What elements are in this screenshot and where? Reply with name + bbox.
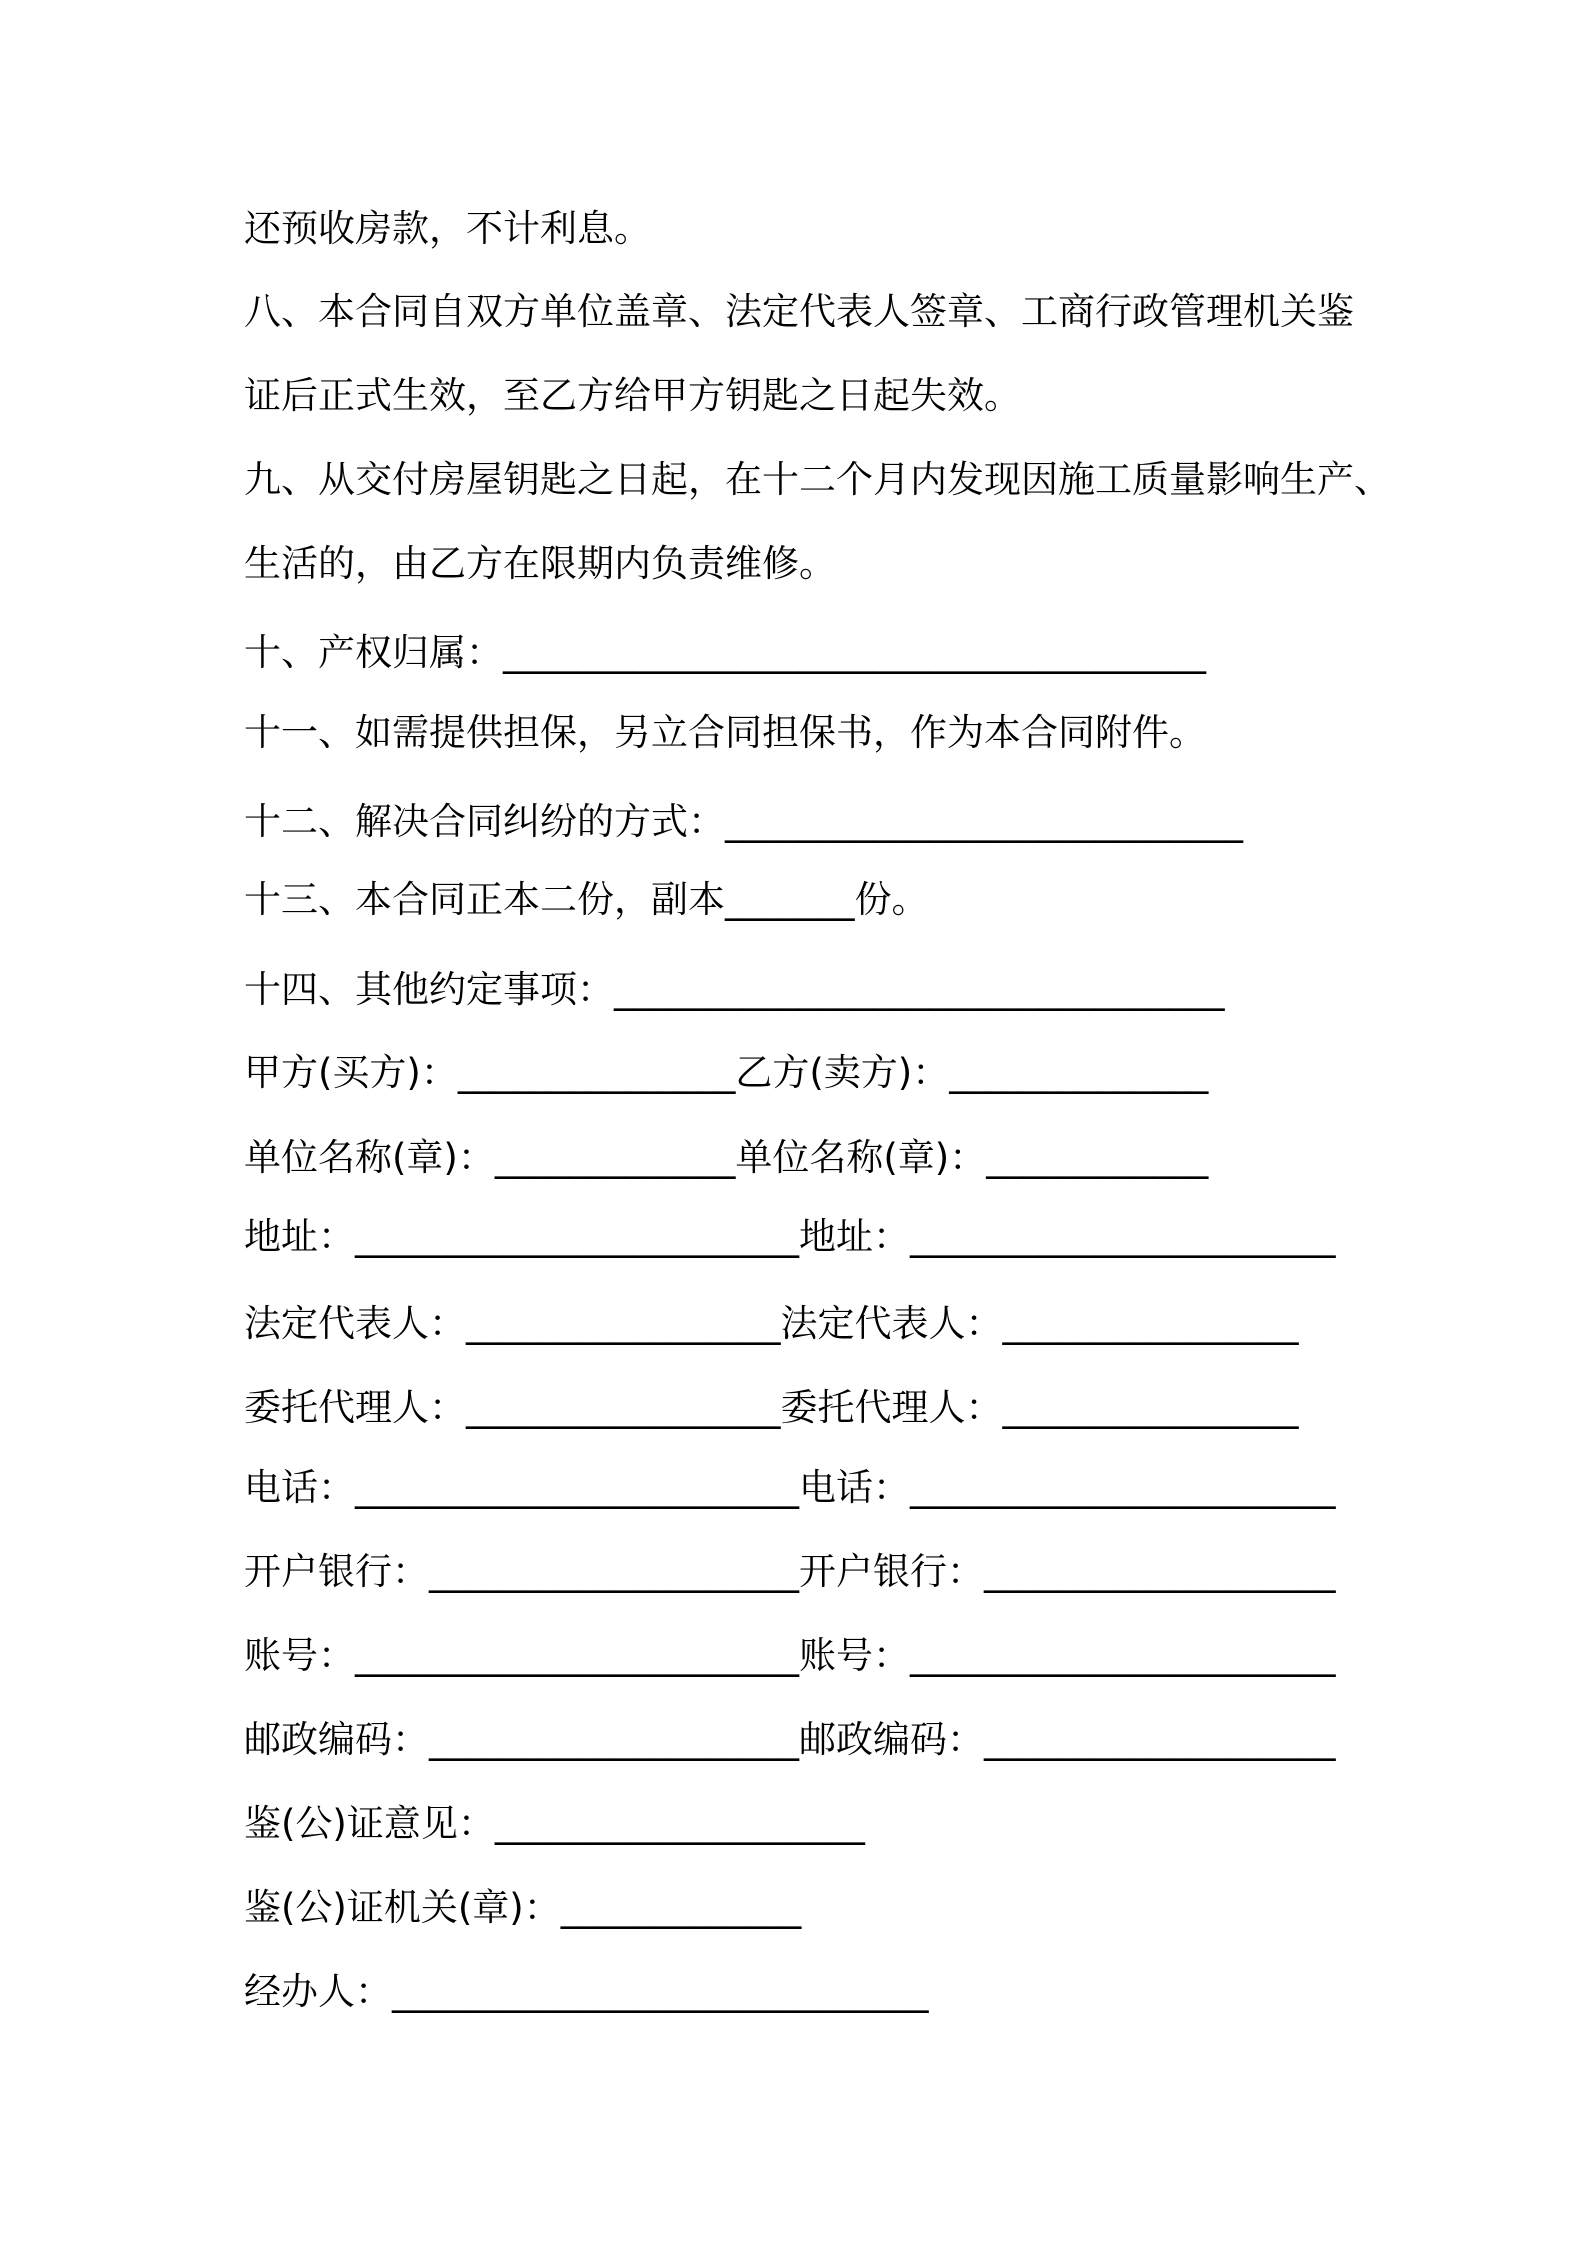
- clause-9-line-2: 生活的，由乙方在限期内负责维修。: [244, 542, 836, 585]
- clause-11-guarantee: 十一、如需提供担保，另立合同担保书，作为本合同附件。: [244, 711, 1206, 754]
- clause-8-line-2: 证后正式生效，至乙方给甲方钥匙之日起失效。: [244, 374, 1021, 417]
- clause-13-copies: 十三、本合同正本二份，副本_______份。: [244, 878, 929, 921]
- clause-7-continuation: 还预收房款，不计利息。: [244, 207, 651, 250]
- clause-12-dispute: 十二、解决合同纠纷的方式：____________________________: [244, 800, 1243, 843]
- party-row-account: 账号：________________________账号：_______________________: [244, 1634, 1336, 1677]
- party-row-bank: 开户银行：____________________开户银行：___________________: [244, 1550, 1336, 1593]
- party-row-unit: 单位名称(章)：_____________单位名称(章)：____________: [244, 1136, 1209, 1179]
- party-row-address: 地址：________________________地址：_______________________: [244, 1215, 1336, 1258]
- clause-9-line-1: 九、从交付房屋钥匙之日起，在十二个月内发现因施工质量影响生产、: [244, 458, 1391, 501]
- party-row-legal-rep: 法定代表人：_________________法定代表人：________________: [244, 1302, 1299, 1345]
- clause-8-line-1: 八、本合同自双方单位盖章、法定代表人签章、工商行政管理机关鉴: [244, 290, 1354, 333]
- clause-14-other: 十四、其他约定事项：_________________________________: [244, 968, 1225, 1011]
- clause-10-ownership: 十、产权归属：______________________________________: [244, 631, 1206, 674]
- party-row-agent: 委托代理人：_________________委托代理人：________________: [244, 1386, 1299, 1429]
- party-row-names: 甲方(买方)：_______________乙方(卖方)：______________: [244, 1051, 1209, 1094]
- notary-opinion: 鉴(公)证意见：____________________: [244, 1802, 865, 1845]
- notary-authority: 鉴(公)证机关(章)：_____________: [244, 1886, 802, 1929]
- party-row-phone: 电话：________________________电话：_______________________: [244, 1466, 1336, 1509]
- party-row-postcode: 邮政编码：____________________邮政编码：___________________: [244, 1718, 1336, 1761]
- handler: 经办人：_____________________________: [244, 1970, 929, 2013]
